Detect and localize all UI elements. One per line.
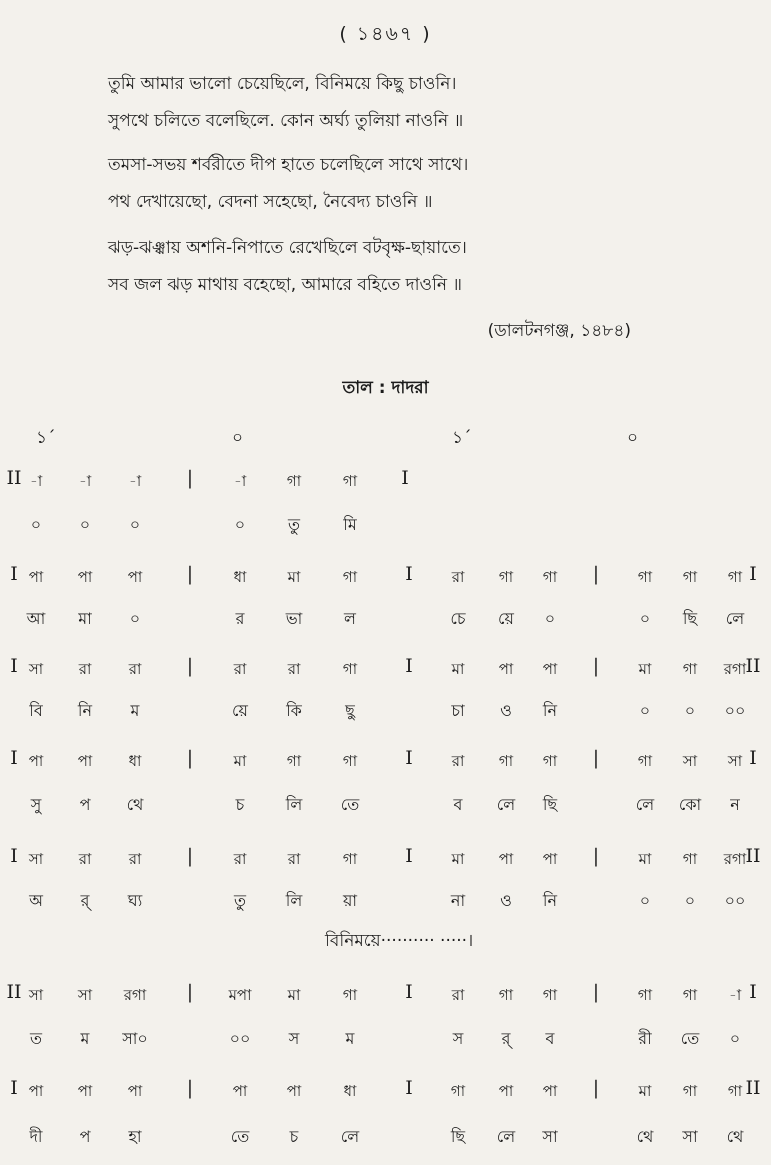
lyric-cell: ছি: [542, 795, 558, 814]
swar-cell: পা: [542, 660, 558, 678]
lyric-cell: রী: [638, 1029, 652, 1048]
lyric-cell: ছু: [345, 701, 355, 720]
bar-line: I: [10, 563, 18, 585]
swar-cell: গা: [682, 850, 698, 868]
lyric-cell: ত: [29, 1029, 43, 1048]
lyric-row: [0, 792, 771, 826]
lyric-cell: থে: [726, 1127, 744, 1146]
lyric-cell: না: [450, 891, 466, 910]
lyric-cell: ০: [639, 891, 651, 910]
swar-row: [0, 845, 771, 882]
swar-cell: গা: [342, 850, 358, 868]
lyric-line: তুমি আমার ভালো চেয়েছিলে, বিনিময়ে কিছু চাওনি।: [108, 74, 457, 94]
lyric-cell: ম: [345, 1029, 355, 1048]
swar-cell: গা: [498, 986, 514, 1004]
lyric-cell: চ: [235, 795, 245, 814]
lyric-cell: তু: [287, 515, 301, 534]
lyric-cell: হা: [128, 1127, 142, 1146]
place-date-credit: (ডালটনগঞ্জ, ১৪৮৪): [487, 321, 631, 341]
swar-cell: সা: [28, 660, 44, 678]
lyric-cell: তে: [340, 795, 360, 814]
lyric-cell: ভা: [285, 609, 303, 628]
page-number: ( ১৪৬৭ ): [339, 23, 432, 45]
lyric-cell: ০: [79, 515, 91, 534]
swar-cell: পা: [542, 1082, 558, 1100]
swar-cell: পা: [77, 752, 93, 770]
tal-marker: ০: [232, 428, 244, 448]
swar-cell: রা: [451, 986, 465, 1004]
swar-cell: গা: [342, 472, 358, 490]
lyric-line: তমসা-সভয় শর্বরীতে দীপ হাতে চলেছিলে সাথে সাথে।: [108, 155, 469, 175]
swar-cell: গা: [682, 660, 698, 678]
lyric-row: [0, 606, 771, 640]
lyric-cell: লে: [496, 1127, 516, 1146]
swar-cell: রা: [233, 660, 247, 678]
swar-cell: রা: [78, 660, 92, 678]
lyric-cell: য়া: [342, 891, 358, 910]
lyric-cell: ম: [80, 1029, 90, 1048]
lyric-cell: ব: [453, 795, 463, 814]
swar-cell: পা: [232, 1082, 248, 1100]
lyric-cell: লে: [725, 609, 745, 628]
lyric-cell: ০: [234, 515, 246, 534]
lyric-row: [0, 512, 771, 546]
swar-cell: সা: [28, 986, 44, 1004]
swar-cell: গা: [637, 752, 653, 770]
swar-cell: পা: [498, 1082, 514, 1100]
swar-cell: রগা: [123, 986, 147, 1004]
bar-line: |: [186, 747, 194, 769]
lyric-cell: ০০: [724, 891, 746, 910]
lyric-cell: ছি: [682, 609, 698, 628]
swar-cell: সা: [682, 752, 698, 770]
interlude-text: বিনিময়ে·········· ·····।: [325, 931, 474, 951]
tal-marker: ১´: [452, 428, 472, 448]
lyric-row: [0, 698, 771, 732]
lyric-cell: চ: [289, 1127, 299, 1146]
lyric-cell: স: [452, 1029, 464, 1048]
lyric-cell: থে: [636, 1127, 654, 1146]
swar-cell: গা: [342, 986, 358, 1004]
lyric-cell: ০: [639, 701, 651, 720]
swar-cell: পা: [77, 568, 93, 586]
lyric-cell: ও: [500, 891, 512, 910]
bar-line: |: [186, 845, 194, 867]
lyric-cell: র্: [80, 891, 90, 910]
swar-cell: মা: [233, 752, 247, 770]
swar-cell: রা: [287, 660, 301, 678]
bar-line: |: [186, 655, 194, 677]
bar-line: I: [405, 845, 413, 867]
lyric-cell: দী: [29, 1127, 43, 1146]
lyric-cell: বি: [29, 701, 43, 720]
bar-line: I: [405, 563, 413, 585]
lyric-cell: ০: [729, 1029, 741, 1048]
lyric-cell: র্: [501, 1029, 511, 1048]
swar-cell: রা: [128, 660, 142, 678]
swar-row: [0, 655, 771, 692]
lyric-cell: তে: [230, 1127, 250, 1146]
swar-cell: পা: [498, 850, 514, 868]
swar-cell: সা: [77, 986, 93, 1004]
lyric-cell: ০০: [229, 1029, 251, 1048]
swar-row: [0, 467, 771, 504]
swar-cell: রা: [78, 850, 92, 868]
tal-heading: তাল : দাদরা: [342, 378, 429, 398]
swar-cell: গা: [286, 472, 302, 490]
bar-line: |: [186, 981, 194, 1003]
stanza: [108, 66, 748, 140]
lyric-cell: প: [79, 795, 91, 814]
swar-cell: রা: [233, 850, 247, 868]
bar-line: |: [186, 563, 194, 585]
lyric-cell: য়ে: [232, 701, 248, 720]
lyric-cell: চে: [450, 609, 466, 628]
lyric-cell: ছি: [450, 1127, 466, 1146]
swar-row: [0, 981, 771, 1018]
bar-line: I: [405, 1077, 413, 1099]
swar-cell: রা: [451, 752, 465, 770]
stanza: [108, 230, 748, 304]
bar-line: |: [592, 845, 600, 867]
swar-cell: গা: [342, 752, 358, 770]
swar-cell: গা: [450, 1082, 466, 1100]
lyric-cell: ০: [684, 891, 696, 910]
lyric-row: [0, 888, 771, 922]
lyric-cell: ০: [129, 515, 141, 534]
lyric-cell: ল: [344, 609, 356, 628]
swar-cell: সা: [28, 850, 44, 868]
lyric-line: ঝড়-ঝঞ্ঝায় অশনি-নিপাতে রেখেছিলে বটবৃক্ষ-ছায়াতে।: [108, 238, 467, 258]
swar-cell: গা: [498, 568, 514, 586]
swar-cell: গা: [498, 752, 514, 770]
swar-cell: গা: [542, 752, 558, 770]
stanza: [108, 147, 748, 221]
lyric-cell: সু: [30, 795, 42, 814]
lyric-cell: ন: [730, 795, 740, 814]
lyric-cell: লি: [285, 795, 303, 814]
swar-cell: গা: [682, 986, 698, 1004]
swar-cell: সা: [727, 752, 743, 770]
lyric-cell: নি: [542, 701, 558, 720]
swar-cell: গা: [542, 986, 558, 1004]
bar-line: |: [592, 655, 600, 677]
lyric-cell: মি: [343, 515, 357, 534]
swar-cell: গা: [637, 568, 653, 586]
swar-cell: গা: [727, 1082, 743, 1100]
swar-cell: মা: [287, 568, 301, 586]
swar-cell: মা: [638, 1082, 652, 1100]
bar-line: I: [405, 655, 413, 677]
swar-cell: পা: [498, 660, 514, 678]
tal-marker: ০: [627, 428, 639, 448]
lyric-cell: ০০: [724, 701, 746, 720]
swar-cell: গা: [727, 568, 743, 586]
lyric-line: পথ দেখায়েছো, বেদনা সহেছো, নৈবেদ্য চাওনি ॥: [108, 192, 433, 212]
bar-line: I: [749, 981, 757, 1003]
swar-cell: -া: [728, 986, 742, 1004]
swar-cell: পা: [28, 1082, 44, 1100]
bar-line: |: [592, 563, 600, 585]
lyric-cell: সা: [542, 1127, 558, 1146]
swar-cell: রা: [128, 850, 142, 868]
lyric-cell: প: [79, 1127, 91, 1146]
lyric-cell: ম: [130, 701, 140, 720]
swar-cell: রগা: [723, 660, 747, 678]
swar-cell: গা: [637, 986, 653, 1004]
bar-line: |: [592, 981, 600, 1003]
lyric-line: সব জল ঝড় মাথায় বহেছো, আমারে বহিতে দাওনি ॥: [108, 275, 463, 295]
swar-row: [0, 563, 771, 600]
bar-line: |: [592, 747, 600, 769]
lyric-cell: সা০: [122, 1029, 148, 1048]
lyric-cell: নি: [542, 891, 558, 910]
swar-cell: গা: [682, 1082, 698, 1100]
swar-cell: -া: [128, 472, 142, 490]
tal-markers: [0, 425, 771, 455]
bar-line: II: [745, 655, 761, 677]
lyric-cell: কো: [678, 795, 702, 814]
lyric-cell: ও: [500, 701, 512, 720]
swar-cell: ধা: [343, 1082, 357, 1100]
bar-line: II: [745, 1077, 761, 1099]
bar-line: |: [186, 467, 194, 489]
lyric-cell: থে: [126, 795, 144, 814]
lyric-cell: তে: [680, 1029, 700, 1048]
bar-line: |: [592, 1077, 600, 1099]
swar-cell: গা: [542, 568, 558, 586]
lyric-cell: মা: [78, 609, 92, 628]
lyric-cell: ০: [129, 609, 141, 628]
swar-cell: মা: [287, 986, 301, 1004]
swar-cell: রা: [287, 850, 301, 868]
lyric-cell: তু: [233, 891, 247, 910]
tal-marker: ১´: [36, 428, 56, 448]
lyric-row: [0, 1026, 771, 1060]
lyric-cell: অ: [29, 891, 43, 910]
bar-line: I: [405, 747, 413, 769]
bar-line: II: [6, 467, 22, 489]
lyric-cell: য়ে: [498, 609, 514, 628]
lyric-cell: ঘ্য: [127, 891, 143, 910]
lyric-cell: লে: [340, 1127, 360, 1146]
swar-cell: -া: [78, 472, 92, 490]
swar-cell: পা: [127, 568, 143, 586]
swar-cell: গা: [682, 568, 698, 586]
lyric-row: [0, 1124, 771, 1158]
lyric-cell: নি: [77, 701, 93, 720]
swar-cell: গা: [342, 568, 358, 586]
swar-cell: পা: [286, 1082, 302, 1100]
swar-cell: রা: [451, 568, 465, 586]
swar-row: [0, 1077, 771, 1114]
swar-cell: পা: [28, 752, 44, 770]
lyric-cell: ০: [639, 609, 651, 628]
lyric-line: সুপথে চলিতে বলেছিলে. কোন অর্ঘ্য তুলিয়া নাওনি ॥: [108, 111, 464, 131]
bar-line: I: [10, 655, 18, 677]
lyric-cell: কি: [286, 701, 302, 720]
bar-line: I: [405, 981, 413, 1003]
swar-cell: পা: [28, 568, 44, 586]
lyric-cell: সা: [682, 1127, 698, 1146]
lyric-cell: চা: [451, 701, 465, 720]
bar-line: I: [10, 845, 18, 867]
swar-cell: রগা: [723, 850, 747, 868]
swar-cell: গা: [342, 660, 358, 678]
bar-line: II: [6, 981, 22, 1003]
bar-line: |: [186, 1077, 194, 1099]
lyric-cell: স: [288, 1029, 300, 1048]
swar-row: [0, 747, 771, 784]
lyric-cell: লি: [285, 891, 303, 910]
lyric-cell: ব: [545, 1029, 555, 1048]
swar-cell: মা: [638, 660, 652, 678]
swar-cell: ধা: [233, 568, 247, 586]
lyric-cell: লে: [635, 795, 655, 814]
lyric-cell: আ: [26, 609, 46, 628]
swar-cell: -া: [29, 472, 43, 490]
swar-cell: পা: [542, 850, 558, 868]
bar-line: I: [401, 467, 409, 489]
swar-cell: গা: [286, 752, 302, 770]
swar-cell: মা: [451, 660, 465, 678]
bar-line: II: [745, 845, 761, 867]
swar-cell: মা: [451, 850, 465, 868]
lyric-cell: ০: [30, 515, 42, 534]
swar-cell: -া: [233, 472, 247, 490]
swar-cell: পা: [127, 1082, 143, 1100]
bar-line: I: [10, 747, 18, 769]
lyric-cell: র: [235, 609, 245, 628]
bar-line: I: [749, 563, 757, 585]
bar-line: I: [749, 747, 757, 769]
swar-cell: ধা: [128, 752, 142, 770]
bar-line: I: [10, 1077, 18, 1099]
swar-cell: পা: [77, 1082, 93, 1100]
lyric-cell: ০: [544, 609, 556, 628]
lyric-cell: ০: [684, 701, 696, 720]
swar-cell: মপা: [228, 986, 252, 1004]
swar-cell: মা: [638, 850, 652, 868]
lyric-cell: লে: [496, 795, 516, 814]
